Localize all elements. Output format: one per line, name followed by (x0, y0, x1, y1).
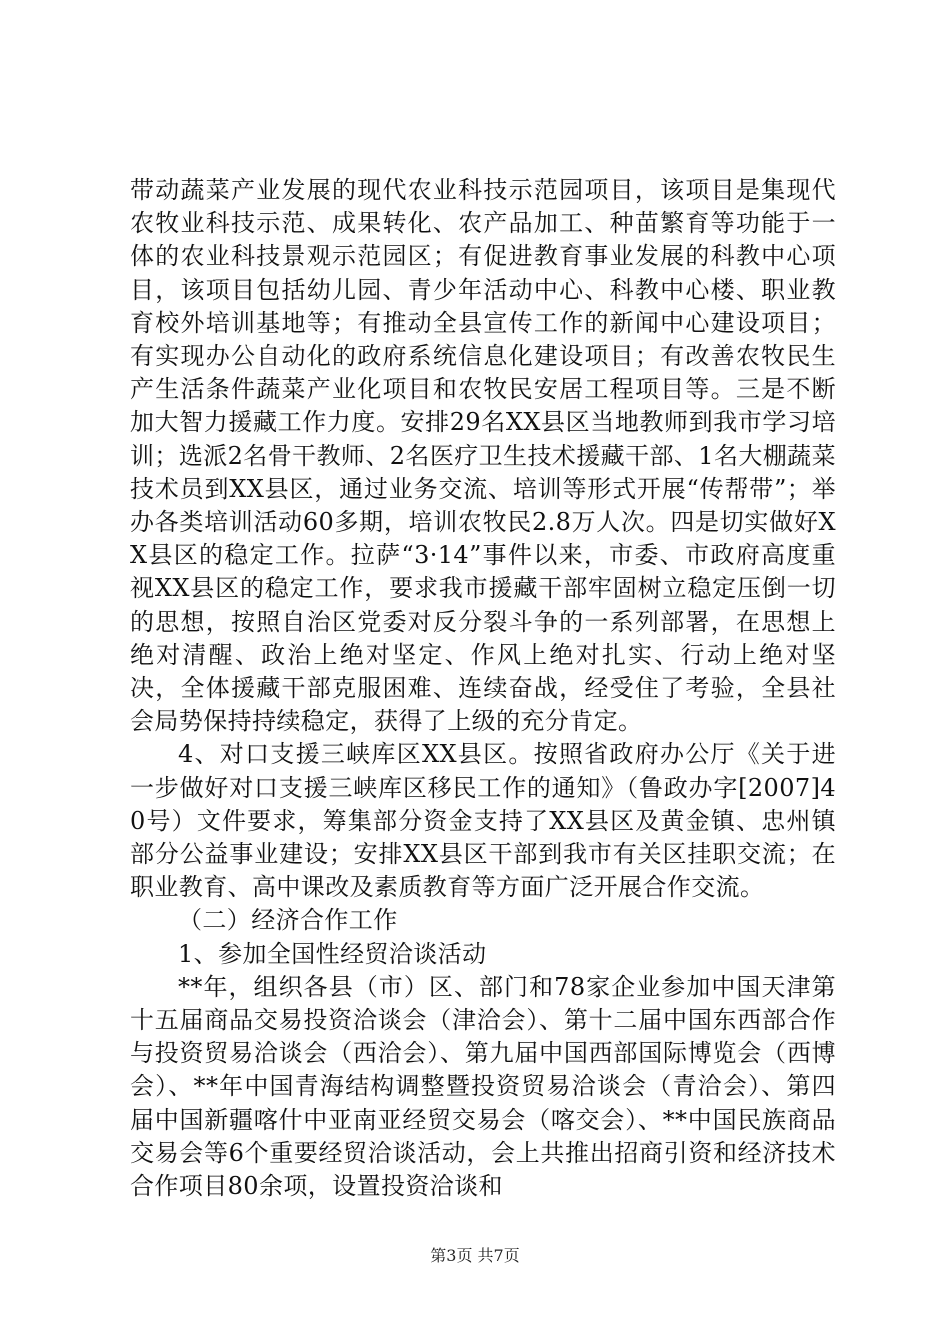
page-footer: 第3页 共7页 (430, 1246, 520, 1265)
document-body (130, 174, 836, 1203)
subsection-heading-trade-fairs: 1、参加全国性经贸洽谈活动 (178, 939, 487, 968)
section-heading-economic-cooperation: （二）经济合作工作 (178, 906, 398, 935)
paragraph-trade-fairs-details: **年，组织各县（市）区、部门和78家企业参加中国天津第十五届商品交易投资洽谈会（津洽会）、第十二届中国东西部合作与投资贸易洽谈会（西洽会）、第九届中国西部国际博览会（西博会）、**年中国青海结构调整暨投资贸易洽谈会（青洽会）、第四届中国新疆喀什中亚南亚经贸交易会（喀交会）、**中国民族商品交易会等6个重要经贸洽谈活动，会上共推出招商引资和经济技术合作项目80余项，设置投资洽谈和 (130, 972, 836, 1201)
paragraph-support-tibet-details: 带动蔬菜产业发展的现代农业科技示范园项目，该项目是集现代农牧业科技示范、成果转化、农产品加工、种苗繁育等功能于一体的农业科技景观示范园区；有促进教育事业发展的科教中心项目，该项目包括幼儿园、青少年活动中心、科教中心楼、职业教育校外培训基地等；有推动全县宣传工作的新闻中心建设项目；有实现办公自动化的政府系统信息化建设项目；有改善农牧民生产生活条件蔬菜产业化项目和农牧民安居工程项目等。三是不断加大智力援藏工作力度。安排29名XX县区当地教师到我市学习培训；选派2名骨干教师、2名医疗卫生技术援藏干部、1名大棚蔬菜技术员到XX县区，通过业务交流、培训等形式开展“传帮带”；举办各类培训活动60多期，培训农牧民2.8万人次。四是切实做好XX县区的稳定工作。拉萨“3·14”事件以来，市委、市政府高度重视XX县区的稳定工作，要求我市援藏干部牢固树立稳定压倒一切的思想，按照自治区党委对反分裂斗争的一系列部署，在思想上绝对清醒、政治上绝对坚定、作风上绝对扎实、行动上绝对坚决，全体援藏干部克服困难、连续奋战，经受住了考验，全县社会局势保持持续稳定，获得了上级的充分肯定。 (130, 176, 836, 736)
paragraph-support-three-gorges: 4、对口支援三峡库区XX县区。按照省政府办公厅《关于进一步做好对口支援三峡库区移民工作的通知》（鲁政办字[2007]40号）文件要求，筹集部分资金支持了XX县区及黄金镇、忠州镇部分公益事业建设；安排XX县区干部到我市有关区挂职交流；在职业教育、高中课改及素质教育等方面广泛开展合作交流。 (130, 740, 836, 902)
